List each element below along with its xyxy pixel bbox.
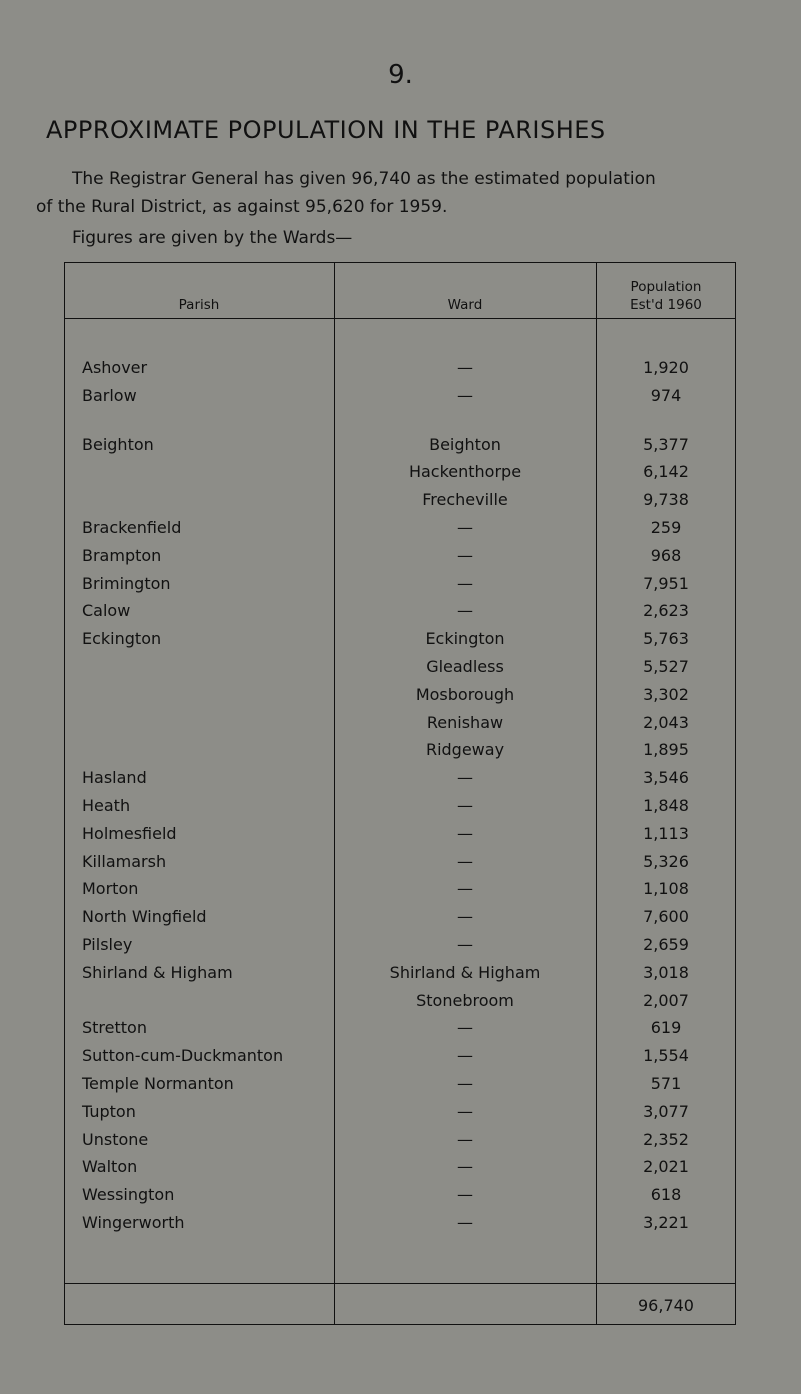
population-cell: 618: [650, 1185, 682, 1205]
ward-cell: —: [457, 879, 473, 899]
ward-cell: —: [457, 545, 473, 565]
parish-cell: Shirland & Higham: [82, 962, 233, 982]
ward-cell: Eckington: [425, 629, 505, 649]
ward-cell: —: [457, 796, 473, 815]
table-row: [64, 796, 736, 823]
intro-line-1: The Registrar General has given 96,740 as the estimated population: [72, 169, 656, 189]
table-row: [64, 657, 736, 684]
population-cell: 5,527: [643, 657, 689, 676]
table-row: [64, 358, 736, 385]
ward-cell: Frecheville: [422, 490, 508, 510]
population-cell: 3,018: [643, 962, 689, 982]
header-ward: Ward: [447, 297, 483, 313]
table-row: [64, 852, 736, 879]
population-cell: 3,077: [643, 1101, 689, 1121]
total-population: 96,740: [638, 1296, 694, 1315]
table-row: [64, 490, 736, 517]
ward-cell: Stonebroom: [416, 990, 514, 1010]
table-row: [64, 963, 736, 990]
table-row: [64, 1213, 736, 1240]
parish-cell: Ashover: [82, 358, 148, 377]
parish-cell: Calow: [82, 601, 131, 621]
population-cell: 3,221: [643, 1213, 689, 1232]
population-cell: 1,920: [643, 358, 689, 377]
table-row: [64, 518, 736, 545]
parish-cell: Eckington: [82, 629, 162, 649]
parish-cell: Heath: [82, 796, 131, 815]
table-row: [64, 935, 736, 962]
parish-cell: Temple Normanton: [82, 1074, 234, 1093]
parish-cell: Wessington: [82, 1185, 175, 1205]
table-row: [64, 435, 736, 462]
ward-cell: —: [457, 935, 473, 954]
ward-cell: Ridgeway: [425, 740, 505, 760]
population-cell: 2,007: [643, 990, 689, 1010]
parish-cell: Sutton-cum-Duckmanton: [82, 1046, 284, 1066]
ward-cell: Mosborough: [415, 684, 515, 704]
table-row: [64, 768, 736, 795]
parish-cell: Brackenfield: [82, 518, 182, 537]
ward-cell: —: [457, 851, 473, 871]
table-border-top: [64, 262, 736, 263]
parish-cell: Holmesfield: [82, 823, 177, 843]
population-cell: 1,113: [643, 823, 689, 843]
table-row: [64, 991, 736, 1018]
table-row: [64, 1157, 736, 1184]
parish-cell: Walton: [82, 1157, 138, 1177]
table-row: [64, 1074, 736, 1101]
table-row: [64, 462, 736, 489]
population-cell: 2,659: [643, 935, 689, 954]
table-row: [64, 386, 736, 413]
ward-cell: —: [457, 601, 473, 621]
table-row: [64, 685, 736, 712]
ward-cell: Beighton: [429, 434, 501, 454]
figures-note: Figures are given by the Wards—: [72, 228, 353, 248]
intro-line-2: of the Rural District, as against 95,620 for 1959.: [36, 197, 448, 217]
page-title: APPROXIMATE POPULATION IN THE PARISHES: [46, 116, 606, 144]
ward-cell: —: [457, 823, 473, 843]
population-cell: 3,302: [643, 684, 689, 704]
parish-cell: Brimington: [82, 573, 171, 593]
table-header-rule: [64, 318, 736, 319]
population-cell: 7,600: [643, 907, 689, 927]
table-row: [64, 713, 736, 740]
table-border-bottom: [64, 1324, 736, 1325]
ward-cell: —: [457, 907, 473, 927]
ward-cell: —: [457, 358, 473, 377]
table-row: [64, 629, 736, 656]
intro-paragraph: [36, 165, 796, 221]
ward-cell: —: [457, 1101, 473, 1121]
ward-cell: —: [457, 1213, 473, 1232]
header-population-line1: Population: [630, 279, 702, 295]
header-population: [596, 278, 736, 314]
parish-cell: North Wingfield: [82, 907, 207, 927]
table-row: [64, 907, 736, 934]
ward-cell: Hackenthorpe: [408, 462, 522, 482]
parish-cell: Hasland: [82, 768, 147, 788]
table-row: [64, 879, 736, 906]
header-parish: Parish: [178, 297, 220, 313]
population-cell: 2,352: [643, 1129, 689, 1149]
ward-cell: —: [457, 1046, 473, 1066]
population-cell: 2,043: [643, 712, 689, 732]
table-row: [64, 740, 736, 767]
table-total-rule: [64, 1283, 736, 1284]
population-cell: 968: [650, 545, 682, 565]
table-row: [64, 824, 736, 851]
ward-cell: —: [457, 1157, 473, 1177]
table-row: [64, 1185, 736, 1212]
ward-cell: —: [457, 573, 473, 593]
population-cell: 9,738: [643, 490, 689, 510]
population-cell: 3,546: [643, 768, 689, 788]
parish-cell: Morton: [82, 879, 139, 899]
population-cell: 1,895: [643, 740, 689, 760]
population-cell: 5,377: [643, 434, 689, 454]
population-cell: 2,623: [643, 601, 689, 621]
table-row: [64, 601, 736, 628]
parish-cell: Tupton: [82, 1101, 136, 1121]
header-population-line2: Est'd 1960: [630, 297, 702, 313]
page-number: 9.: [388, 60, 413, 90]
parish-cell: Stretton: [82, 1018, 147, 1038]
population-cell: 1,554: [643, 1046, 689, 1066]
population-cell: 974: [650, 385, 682, 405]
population-cell: 5,763: [643, 629, 689, 649]
ward-cell: —: [457, 1185, 473, 1205]
ward-cell: Shirland & Higham: [389, 962, 541, 982]
population-cell: 619: [650, 1018, 682, 1038]
population-cell: 7,951: [643, 573, 689, 593]
ward-cell: —: [457, 1129, 473, 1149]
parish-cell: Brampton: [82, 545, 162, 565]
parish-cell: Unstone: [82, 1129, 149, 1149]
population-cell: 6,142: [643, 462, 689, 482]
population-cell: 571: [650, 1074, 682, 1093]
population-cell: 1,108: [643, 879, 689, 899]
ward-cell: —: [457, 518, 473, 537]
ward-cell: Renishaw: [426, 712, 504, 732]
population-table: [64, 262, 736, 1325]
population-cell: 5,326: [643, 851, 689, 871]
ward-cell: Gleadless: [426, 657, 504, 676]
table-row: [64, 546, 736, 573]
ward-cell: —: [457, 1074, 473, 1093]
ward-cell: —: [457, 385, 473, 405]
parish-cell: Beighton: [82, 434, 154, 454]
ward-cell: —: [457, 768, 473, 788]
ward-cell: —: [457, 1018, 473, 1038]
table-row: [64, 574, 736, 601]
table-row: [64, 1130, 736, 1157]
parish-cell: Pilsley: [82, 935, 133, 954]
parish-cell: Wingerworth: [82, 1213, 185, 1232]
table-row: [64, 1046, 736, 1073]
population-cell: 259: [650, 518, 682, 537]
population-cell: 2,021: [643, 1157, 689, 1177]
parish-cell: Killamarsh: [82, 851, 167, 871]
table-row: [64, 1018, 736, 1045]
population-cell: 1,848: [643, 796, 689, 815]
parish-cell: Barlow: [82, 385, 137, 405]
table-row: [64, 1102, 736, 1129]
